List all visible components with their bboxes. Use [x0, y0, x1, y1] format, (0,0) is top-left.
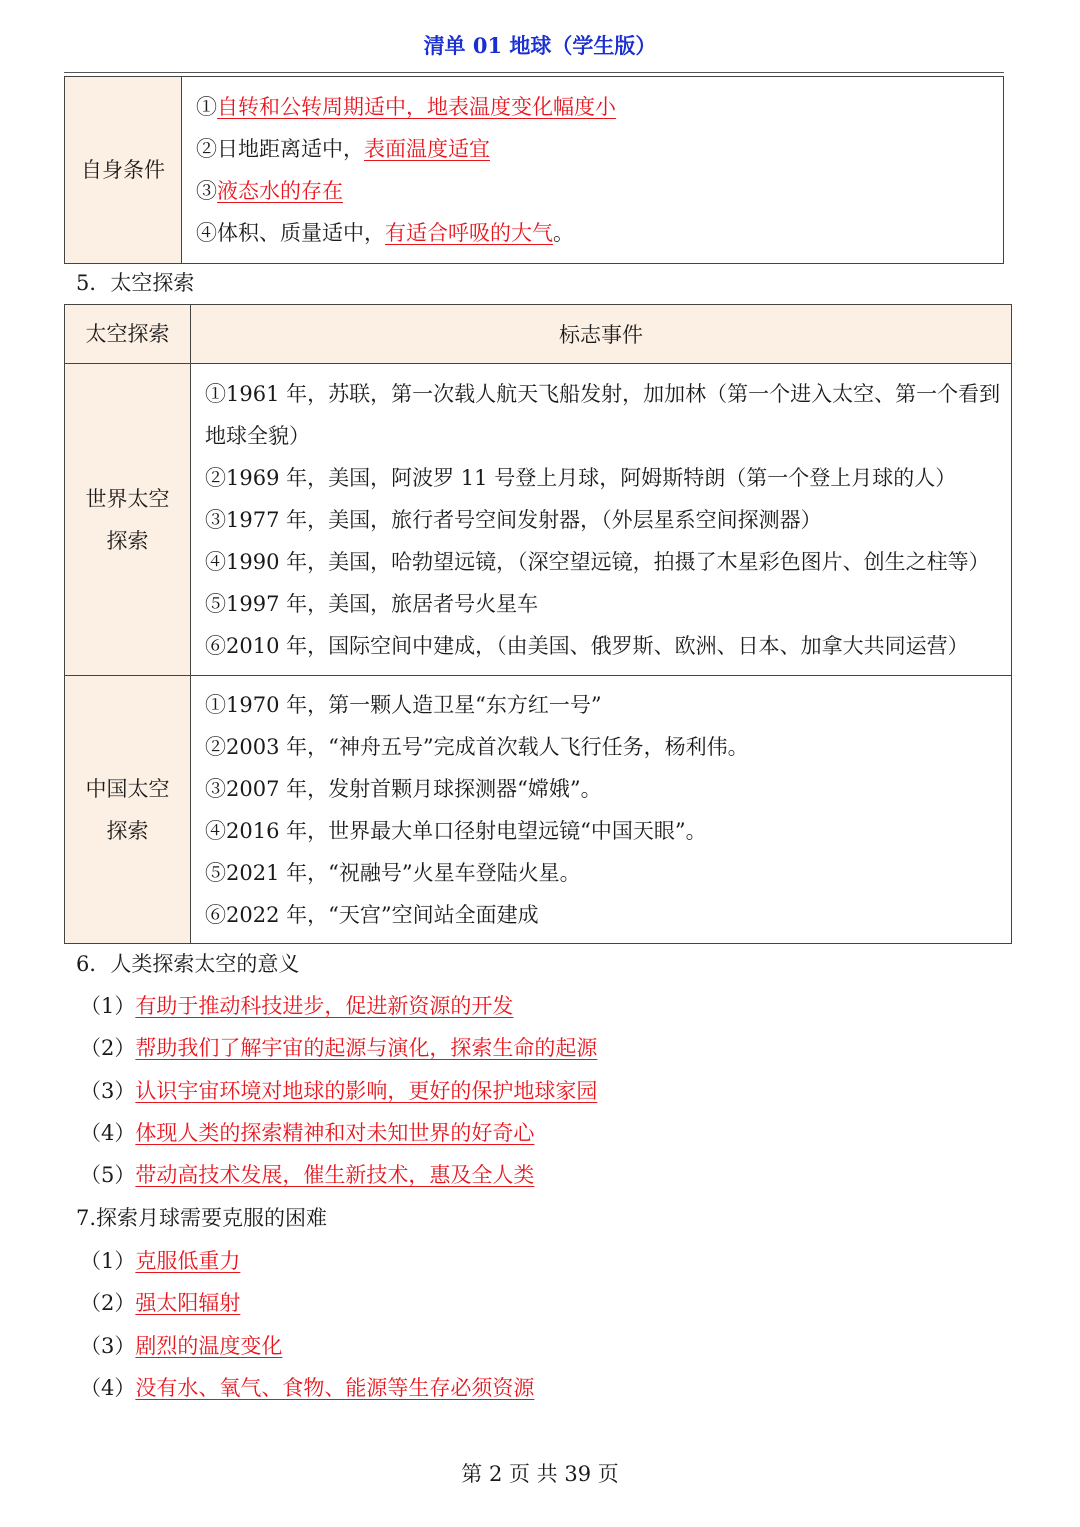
china-exploration-events	[191, 676, 1012, 944]
event-item: ④2016 年，世界最大单口径射电望远镜“中国天眼”。	[205, 818, 707, 843]
conditions-label: 自身条件	[65, 77, 182, 264]
event-item: ⑤2021 年，“祝融号”火星车登陆火星。	[205, 860, 581, 885]
column-header: 标志事件	[191, 305, 1012, 364]
condition-item: ①自转和公转周期适中，地表温度变化幅度小	[196, 95, 616, 119]
event-item: ②2003 年，“神舟五号”完成首次载人飞行任务，杨利伟。	[205, 734, 749, 759]
event-item: ⑤1997 年，美国，旅居者号火星车	[205, 591, 539, 616]
section-6-heading: 6．人类探索太空的意义	[76, 952, 300, 976]
section-7-heading: 7.探索月球需要克服的困难	[76, 1206, 328, 1230]
significance-list	[80, 985, 597, 1196]
world-exploration-label: 世界太空 探索	[65, 364, 191, 676]
condition-item: ③液态水的存在	[196, 179, 343, 203]
page-title: 清单 01 地球（学生版）	[423, 33, 657, 58]
event-item: ⑥2010 年，国际空间中建成，（由美国、俄罗斯、欧洲、日本、加拿大共同运营）	[205, 633, 969, 658]
event-item: ⑥2022 年，“天宫”空间站全面建成	[205, 902, 539, 927]
event-item: ①1961 年，苏联，第一次载人航天飞船发射，加加林（第一个进入太空、第一个看到地球全貌）	[205, 381, 1001, 448]
list-item: （1）克服低重力	[80, 1249, 241, 1273]
list-item: （4）体现人类的探索精神和对未知世界的好奇心	[80, 1120, 535, 1145]
list-item: （5）带动高技术发展，催生新技术，惠及全人类	[80, 1163, 535, 1188]
list-item: （2）帮助我们了解宇宙的起源与演化，探索生命的起源	[80, 1036, 598, 1061]
conditions-content	[182, 77, 1004, 264]
exploration-table	[64, 304, 1012, 944]
list-item: （4）没有水、氧气、食物、能源等生存必须资源	[80, 1375, 535, 1400]
condition-item: ②日地距离适中，表面温度适宜	[196, 137, 490, 161]
list-item: （3）剧烈的温度变化	[80, 1333, 283, 1358]
event-item: ①1970 年，第一颗人造卫星“东方红一号”	[205, 692, 602, 717]
event-item: ③2007 年，发射首颗月球探测器“嫦娥”。	[205, 776, 602, 801]
list-item: （1）有助于推动科技进步，促进新资源的开发	[80, 994, 514, 1018]
conditions-table	[64, 76, 1004, 264]
list-item: （3）认识宇宙环境对地球的影响，更好的保护地球家园	[80, 1078, 598, 1103]
event-item: ③1977 年，美国，旅行者号空间发射器，（外层星系空间探测器）	[205, 507, 822, 532]
china-exploration-label: 中国太空 探索	[65, 676, 191, 944]
list-item: （2）强太阳辐射	[80, 1291, 241, 1316]
section-5-heading: 5．太空探索	[76, 271, 195, 295]
world-exploration-events	[191, 364, 1012, 676]
page-number: 第 2 页 共 39 页	[461, 1462, 619, 1486]
column-header: 太空探索	[65, 305, 191, 364]
event-item: ④1990 年，美国，哈勃望远镜，（深空望远镜，拍摄了木星彩色图片、创生之柱等）	[205, 549, 990, 574]
difficulties-list	[80, 1240, 534, 1409]
header-divider	[64, 72, 1004, 73]
condition-item: ④体积、质量适中，有适合呼吸的大气。	[196, 221, 574, 245]
event-item: ②1969 年，美国，阿波罗 11 号登上月球，阿姆斯特朗（第一个登上月球的人）	[205, 465, 957, 490]
